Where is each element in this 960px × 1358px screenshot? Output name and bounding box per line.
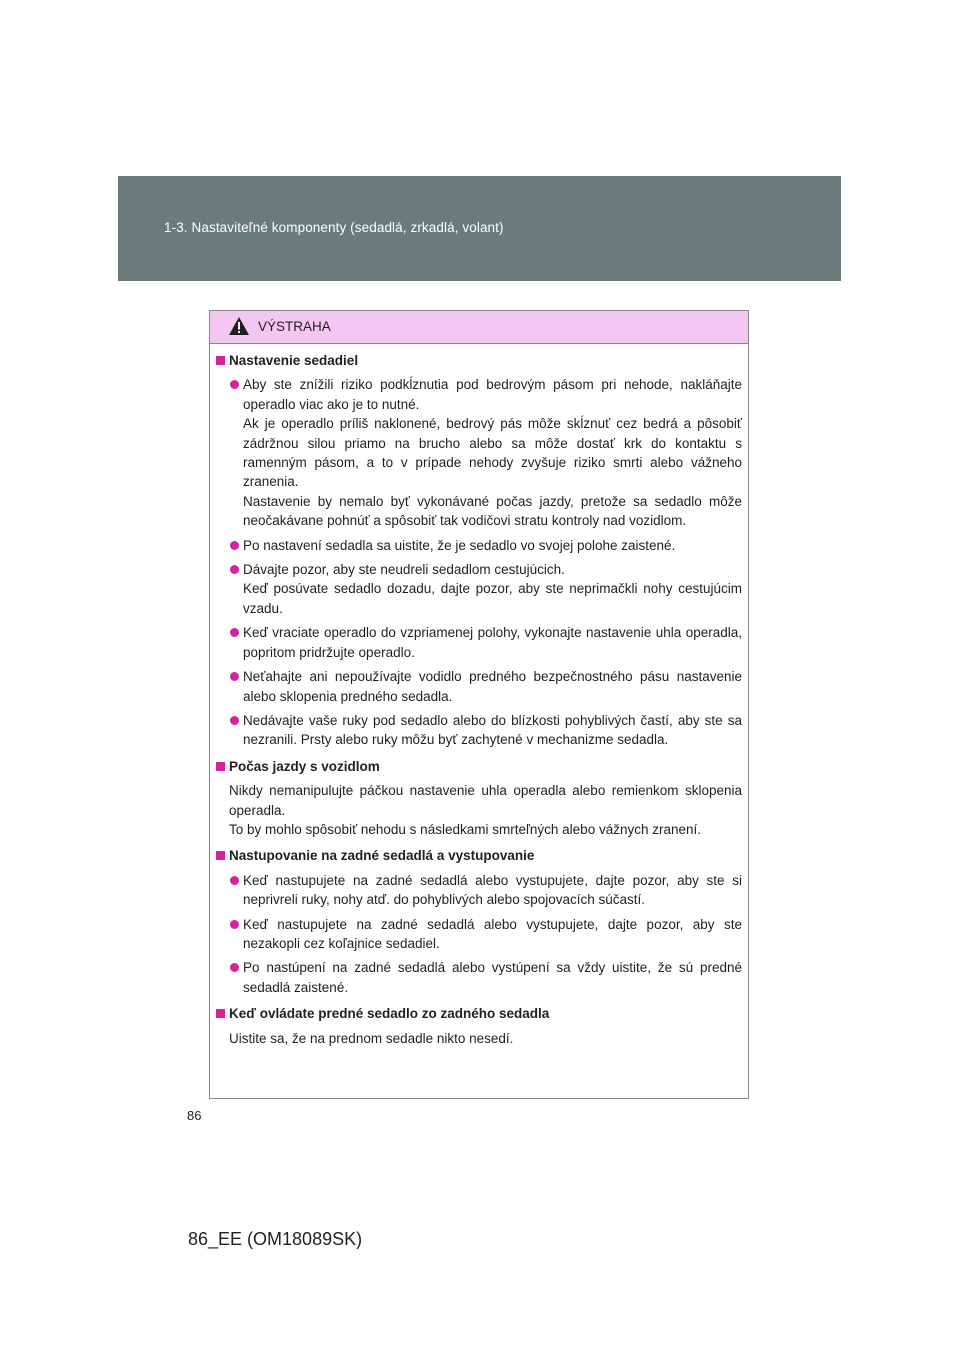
section-text bbox=[216, 781, 742, 839]
chapter-title: 1-3. Nastaviteľné komponenty (sedadlá, zrkadlá, volant) bbox=[164, 220, 504, 235]
paragraph: Nastavenie by nemalo byť vykonávané počas jazdy, pretože sa sedadlo môže neočakávane pohnúť a spôsobiť tak vodičovi stratu kontroly nad vozidlom. bbox=[243, 493, 742, 529]
warning-section bbox=[216, 351, 742, 750]
warning-section bbox=[216, 1004, 742, 1048]
bullet-item bbox=[216, 560, 742, 618]
warning-section bbox=[216, 757, 742, 840]
paragraph: Uistite sa, že na prednom sedadle nikto nesedí. bbox=[229, 1030, 514, 1046]
paragraph: Dávajte pozor, aby ste neudreli sedadlom cestujúcich. bbox=[243, 562, 565, 578]
paragraph: Po nastúpení na zadné sedadlá alebo vystúpení sa vždy uistite, že sú predné sedadlá zaistené. bbox=[243, 960, 742, 995]
bullet-item bbox=[216, 871, 742, 910]
bullet-item bbox=[216, 536, 742, 555]
bullet-item bbox=[216, 711, 742, 750]
paragraph: Keď nastupujete na zadné sedadlá alebo vystupujete, dajte pozor, aby ste nezakopli cez koľajnice sedadiel. bbox=[243, 916, 742, 951]
warning-triangle-icon bbox=[228, 316, 250, 336]
warning-box bbox=[209, 310, 749, 1099]
paragraph: Nikdy nemanipulujte páčkou nastavenie uhla operadla alebo remienkom sklopenia operadla. bbox=[229, 783, 742, 818]
warning-header bbox=[210, 311, 748, 344]
section-title: Počas jazdy s vozidlom bbox=[216, 757, 742, 776]
warning-content bbox=[210, 344, 748, 1048]
paragraph: Keď vraciate operadlo do vzpriamenej polohy, vykonajte nastavenie uhla operadla, popritom pridržujte operadlo. bbox=[243, 625, 742, 660]
section-text bbox=[216, 1029, 742, 1048]
warning-label: VÝSTRAHA bbox=[258, 319, 331, 334]
chapter-header-band bbox=[118, 176, 841, 281]
paragraph: Neťahajte ani nepoužívajte vodidlo predného bezpečnostného pásu nastavenie alebo sklopenia predného sedadla. bbox=[243, 669, 742, 704]
footer-code: 86_EE (OM18089SK) bbox=[188, 1229, 363, 1249]
paragraph: Nedávajte vaše ruky pod sedadlo alebo do blízkosti pohyblivých častí, aby ste sa nezranili. Prsty alebo ruky môžu byť zachytené v mechanizme sedadla. bbox=[243, 712, 742, 748]
bullet-item bbox=[216, 375, 742, 530]
page-number: 86 bbox=[187, 1108, 202, 1123]
paragraph: Keď nastupujete na zadné sedadlá alebo vystupujete, dajte pozor, aby ste si neprivreli ruky, nohy atď. do pohyblivých alebo spojovacích súčastí. bbox=[243, 872, 742, 908]
paragraph: To by mohlo spôsobiť nehodu s následkami smrteľných alebo vážnych zranení. bbox=[229, 821, 702, 837]
warning-section bbox=[216, 846, 742, 997]
paragraph: Aby ste znížili riziko podkĺznutia pod bedrovým pásom pri nehode, nakláňajte operadlo viac ako je to nutné. bbox=[243, 377, 742, 412]
bullet-item bbox=[216, 667, 742, 706]
bullet-item bbox=[216, 623, 742, 662]
paragraph: Keď posúvate sedadlo dozadu, dajte pozor, aby ste neprimačkli nohy cestujúcim vzadu. bbox=[243, 581, 742, 616]
bullet-item bbox=[216, 915, 742, 954]
section-title: Nastavenie sedadiel bbox=[216, 351, 742, 370]
paragraph: Po nastavení sedadla sa uistite, že je sedadlo vo svojej polohe zaistené. bbox=[243, 537, 676, 553]
bullet-item bbox=[216, 958, 742, 997]
paragraph: Ak je operadlo príliš naklonené, bedrový pás môže skĺznuť cez bedrá a pôsobiť zádržnou silou priamo na brucho alebo sa môže dostať krk do kontaktu s ramenným pásom, a to v prípade nehody zvyšuje riziko smrti alebo vážneho zranenia. bbox=[243, 416, 742, 490]
section-title: Keď ovládate predné sedadlo zo zadného sedadla bbox=[216, 1004, 742, 1023]
section-title: Nastupovanie na zadné sedadlá a vystupovanie bbox=[216, 846, 742, 865]
